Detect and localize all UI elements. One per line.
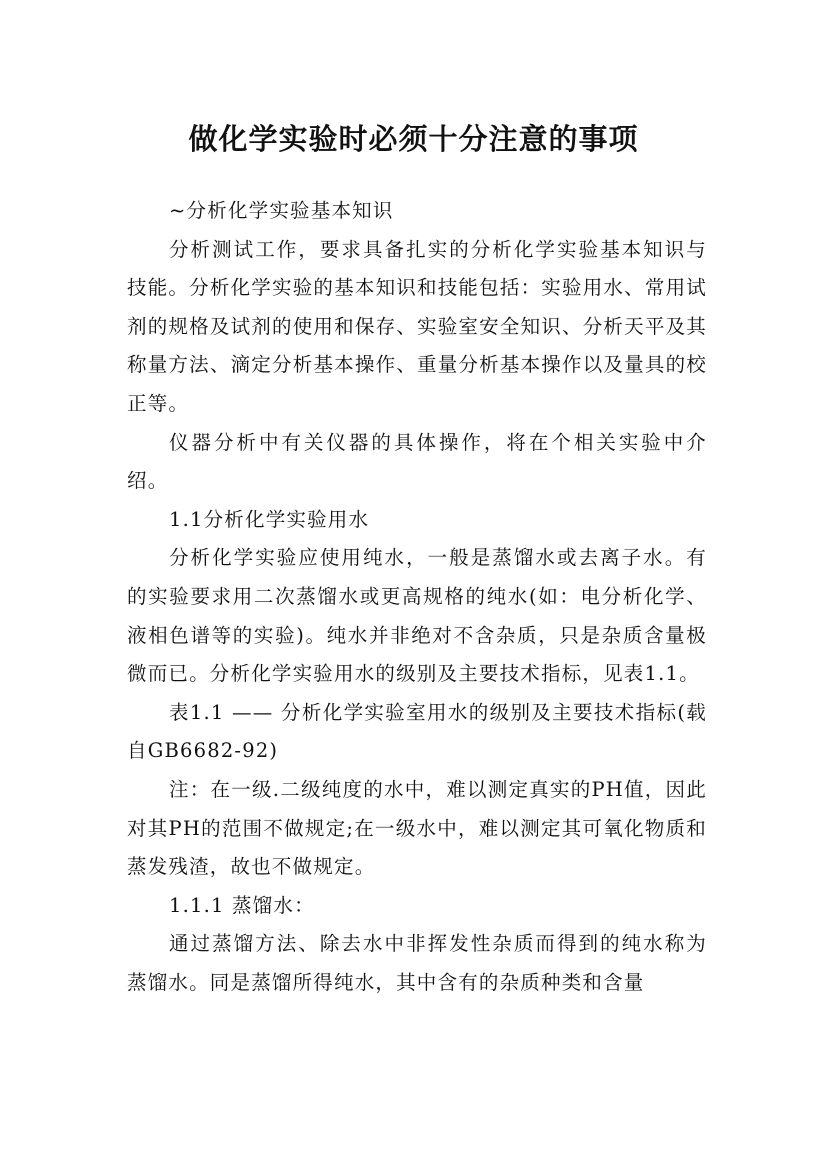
section-heading-basic-knowledge: ~分析化学实验基本知识	[169, 199, 394, 222]
document-title: 做化学实验时必须十分注意的事项	[188, 122, 639, 157]
paragraph-note: 注：在一级.二级纯度的水中，难以测定真实的PH值，因此对其PH的范围不做规定;在一级水中，难以测定其可氧化物质和蒸发残渣，故也不做规定。	[127, 777, 707, 879]
document-body	[127, 192, 707, 1002]
paragraph-instrument: 仪器分析中有关仪器的具体操作，将在个相关实验中介绍。	[127, 430, 707, 493]
paragraph-pure-water: 分析化学实验应使用纯水，一般是蒸馏水或去离子水。有的实验要求用二次蒸馏水或更高规格的纯水(如：电分析化学、液相色谱等的实验)。纯水并非绝对不含杂质，只是杂质含量极微而已。分析化学实验用水的级别及主要技术指标，见表1.1。	[127, 546, 707, 686]
paragraph-intro: 分析测试工作，要求具备扎实的分析化学实验基本知识与技能。分析化学实验的基本知识和技能包括：实验用水、常用试剂的规格及试剂的使用和保存、实验室安全知识、分析天平及其称量方法、滴定分析基本操作、重量分析基本操作以及量具的校正等。	[127, 237, 707, 415]
paragraph-distilled-water: 通过蒸馏方法、除去水中非挥发性杂质而得到的纯水称为蒸馏水。同是蒸馏所得纯水，其中含有的杂质种类和含量	[127, 932, 707, 994]
section-heading-1-1: 1.1分析化学实验用水	[169, 507, 370, 531]
section-heading-1-1-1: 1.1.1 蒸馏水：	[169, 893, 315, 917]
table-caption-1-1: 表1.1 —— 分析化学实验室用水的级别及主要技术指标(载自GB6682-92)	[127, 700, 707, 763]
